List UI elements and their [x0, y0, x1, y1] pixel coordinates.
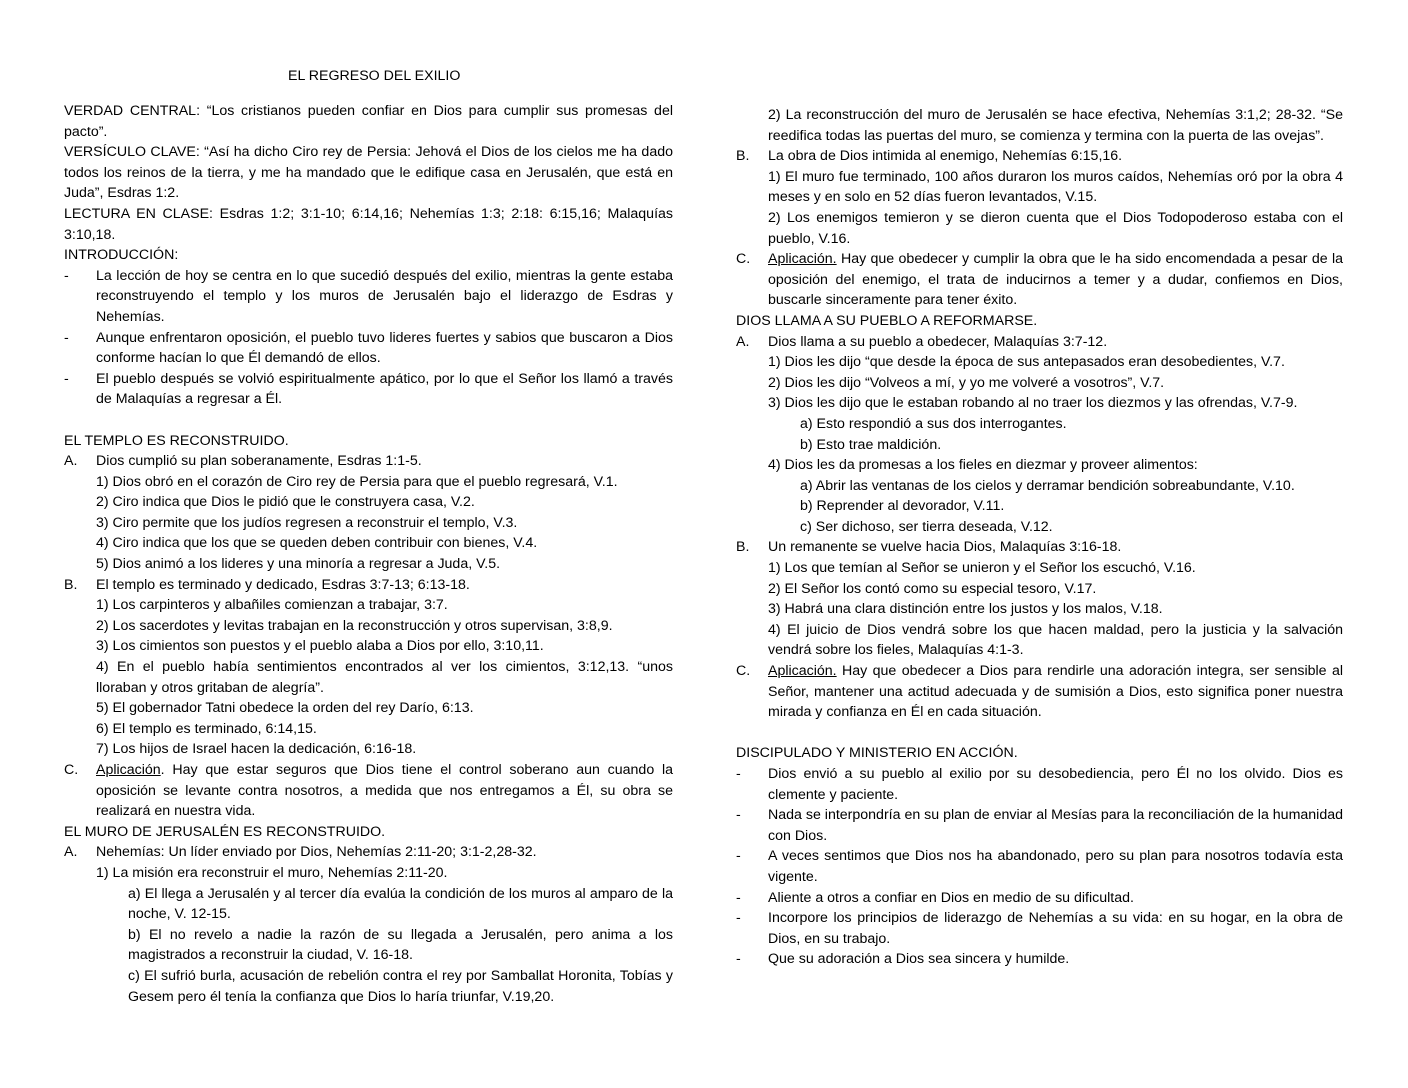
muro-heading: EL MURO DE JERUSALÉN ES RECONSTRUIDO. [64, 823, 386, 840]
list-item: - A veces sentimos que Dios nos ha abandonado, pero su plan para nosotros todavía esta vigente. [736, 846, 1343, 887]
list-item: 3) Dios les dijo que le estaban robando al no traer los diezmos y las ofrendas, V.7-9. [768, 395, 1298, 412]
list-item: 3) Ciro permite que los judíos regresen a reconstruir el templo, V.3. [96, 514, 518, 531]
sub-item: c) Ser dichoso, ser tierra deseada, V.12. [800, 518, 1053, 535]
list-item: - El pueblo después se volvió espiritualmente apático, por lo que el Señor los llamó a través de Malaquías a regresar a Él. [64, 369, 673, 410]
list-item: 1) Los carpinteros y albañiles comienzan a trabajar, 3:7. [96, 597, 448, 614]
right-column [736, 105, 1343, 970]
list-item: 6) El templo es terminado, 6:14,15. [96, 720, 317, 737]
section-b: B. La obra de Dios intimida al enemigo, Nehemías 6:15,16. [736, 148, 1123, 165]
lectura-en-clase: LECTURA EN CLASE: Esdras 1:2; 3:1-10; 6:14,16; Nehemías 1:3; 2:18: 6:15,16; Malaquías 3:10,18. [64, 205, 673, 243]
list-item: 2) Ciro indica que Dios le pidió que le construyera casa, V.2. [96, 494, 475, 511]
discipulado-bullet: Que su adoración a Dios sea sincera y humilde. [768, 951, 1070, 968]
list-item: 1) La misión era reconstruir el muro, Nehemías 2:11-20. [96, 864, 448, 881]
intro-bullet: La lección de hoy se centra en lo que sucedió después del exilio, mientras la gente estaba reconstruyendo el templo y los muros de Jerusalén bajo el liderazgo de Esdras y Nehemías. [96, 267, 673, 325]
list-item: - Aliente a otros a confiar en Dios en medio de su dificultad. [736, 888, 1343, 909]
list-item: 4) El juicio de Dios vendrá sobre los que hacen maldad, pero la justicia y la salvación vendrá sobre los fieles, Malaquías 4:1-3. [768, 621, 1343, 659]
section-b: B. Un remanente se vuelve hacia Dios, Malaquías 3:16-18. [736, 539, 1122, 556]
sub-item: b) Esto trae maldición. [800, 436, 942, 453]
discipulado-bullet: Incorpore los principios de liderazgo de Nehemías a su vida: en su hogar, en la obra de Dios, en su trabajo. [768, 910, 1343, 947]
list-item: - Que su adoración a Dios sea sincera y humilde. [736, 949, 1343, 970]
section-c: C. Aplicación. Hay que estar seguros que Dios tiene el control soberano aun cuando la oposición se levante contra nosotros, a medida que nos entregamos a Él, su obra se realizará en nuestra vida. [64, 762, 673, 820]
intro-heading: INTRODUCCIÓN: [64, 247, 179, 264]
list-item: - La lección de hoy se centra en lo que sucedió después del exilio, mientras la gente estaba reconstruyendo el templo y los muros de Jerusalén bajo el liderazgo de Esdras y Nehemías. [64, 266, 673, 328]
list-item: - Aunque enfrentaron oposición, el pueblo tuvo lideres fuertes y sabios que buscaron a Dios conforme hacían lo que Él demandó de ellos. [64, 328, 673, 369]
sub-item: c) El sufrió burla, acusación de rebelión contra el rey por Samballat Horonita, Tobías y Gesem pero él tenía la confianza que Dios lo haría triunfar, V.19,20. [128, 967, 673, 1005]
verdad-central: VERDAD CENTRAL: “Los cristianos pueden confiar en Dios para cumplir sus promesas del pacto”. [64, 103, 673, 140]
section-a: A. Dios llama a su pueblo a obedecer, Malaquías 3:7-12. [736, 333, 1108, 350]
discipulado-bullet: Aliente a otros a confiar en Dios en medio de su dificultad. [768, 889, 1134, 906]
sub-item: b) El no revelo a nadie la razón de su llegada a Jerusalén, pero anima a los magistrados a reconstruir la ciudad, V. 16-18. [128, 926, 673, 964]
list-item: 7) Los hijos de Israel hacen la dedicación, 6:16-18. [96, 741, 417, 758]
list-item: 2) La reconstrucción del muro de Jerusalén se hace efectiva, Nehemías 3:1,2; 28-32. “Se reedifica todas las puertas del muro, se comienza y termina con la puerta de las ovejas”. [768, 107, 1343, 144]
sub-item: a) Esto respondió a sus dos interrogantes. [800, 415, 1067, 432]
list-item: 5) El gobernador Tatni obedece la orden del rey Darío, 6:13. [96, 700, 474, 717]
versiculo-clave: VERSÍCULO CLAVE: “Así ha dicho Ciro rey de Persia: Jehová el Dios de los cielos me ha dado todos los reinos de la tierra, y me ha mandado que le edifique casa en Jerusalén, que está en Juda”, Esdras 1:2. [64, 144, 673, 202]
aplicacion-label: Aplicación. [768, 663, 837, 680]
list-item: 4) Dios les da promesas a los fieles en diezmar y proveer alimentos: [768, 457, 1198, 474]
list-item: 1) Dios les dijo “que desde la época de sus antepasados eran desobedientes, V.7. [768, 354, 1285, 371]
intro-bullet: Aunque enfrentaron oposición, el pueblo tuvo lideres fuertes y sabios que buscaron a Dios conforme hacían lo que Él demandó de ellos. [96, 329, 673, 367]
section-b: B. El templo es terminado y dedicado, Esdras 3:7-13; 6:13-18. [64, 576, 470, 593]
templo-heading: EL TEMPLO ES RECONSTRUIDO. [64, 432, 289, 449]
discipulado-bullet: Nada se interpondría en su plan de enviar al Mesías para la reconciliación de la humanidad con Dios. [768, 807, 1343, 844]
discipulado-heading: DISCIPULADO Y MINISTERIO EN ACCIÓN. [736, 745, 1018, 762]
section-c: C. Aplicación. Hay que obedecer a Dios para rendirle una adoración integra, ser sensible al Señor, mantener una actitud adecuada y de sumisión a Dios, esto significa poner nuestra mirada y confianza en Él en cada situación. [736, 663, 1343, 721]
sub-item: a) El llega a Jerusalén y al tercer día evalúa la condición de los muros al amparo de la noche, V. 12-15. [128, 885, 673, 923]
list-item: 2) Los enemigos temieron y se dieron cuenta que el Dios Todopoderoso estaba con el pueblo, V.16. [768, 209, 1343, 247]
list-item: 4) Ciro indica que los que se queden deben contribuir con bienes, V.4. [96, 535, 538, 552]
section-a: A. Dios cumplió su plan soberanamente, Esdras 1:1-5. [64, 453, 422, 470]
list-item: 2) Los sacerdotes y levitas trabajan en la reconstrucción y otros supervisan, 3:8,9. [96, 617, 613, 634]
list-item: 3) Habrá una clara distinción entre los justos y los malos, V.18. [768, 601, 1163, 618]
discipulado-bullet: Dios envió a su pueblo al exilio por su desobediencia, pero Él no los olvido. Dios es clemente y paciente. [768, 766, 1343, 803]
list-item: - Nada se interpondría en su plan de enviar al Mesías para la reconciliación de la humanidad con Dios. [736, 805, 1343, 846]
sub-item: b) Reprender al devorador, V.11. [800, 498, 1005, 515]
list-item: 1) El muro fue terminado, 100 años duraron los muros caídos, Nehemías oró por la obra 4 meses y en solo en 52 días fueron levantados, V.15. [768, 168, 1343, 206]
aplicacion-text: . Hay que estar seguros que Dios tiene el control soberano aun cuando la oposición se levante contra nosotros, a medida que nos entregamos a Él, su obra se realizará en nuestra vida. [96, 762, 673, 820]
list-item: 1) Los que temían al Señor se unieron y el Señor los escuchó, V.16. [768, 560, 1196, 577]
list-item: 3) Los cimientos son puestos y el pueblo alaba a Dios por ello, 3:10,11. [96, 638, 544, 655]
aplicacion-text: Hay que obedecer a Dios para rendirle una adoración integra, ser sensible al Señor, mantener una actitud adecuada y de sumisión a Dios, esto significa poner nuestra mirada y confianza en Él en cada situación. [768, 663, 1343, 721]
sub-item: a) Abrir las ventanas de los cielos y derramar bendición sobreabundante, V.10. [800, 477, 1295, 494]
left-column [64, 101, 673, 1007]
list-item: 2) El Señor los contó como su especial tesoro, V.17. [768, 580, 1097, 597]
list-item: - Dios envió a su pueblo al exilio por su desobediencia, pero Él no los olvido. Dios es clemente y paciente. [736, 764, 1343, 805]
intro-bullet: El pueblo después se volvió espiritualmente apático, por lo que el Señor los llamó a través de Malaquías a regresar a Él. [96, 370, 673, 408]
aplicacion-text: Hay que obedecer y cumplir la obra que le ha sido encomendada a pesar de la oposición del enemigo, el trata de inducirnos a temer y a dudar, confiemos en Dios, buscarle sinceramente para tener éxito. [768, 251, 1343, 309]
aplicacion-label: Aplicación. [768, 251, 837, 268]
reformarse-heading: DIOS LLAMA A SU PUEBLO A REFORMARSE. [736, 312, 1038, 329]
list-item: - Incorpore los principios de liderazgo de Nehemías a su vida: en su hogar, en la obra de Dios, en su trabajo. [736, 908, 1343, 949]
discipulado-bullet: A veces sentimos que Dios nos ha abandonado, pero su plan para nosotros todavía esta vigente. [768, 848, 1343, 885]
list-item: 1) Dios obró en el corazón de Ciro rey de Persia para que el pueblo regresará, V.1. [96, 473, 618, 490]
list-item: 4) En el pueblo había sentimientos encontrados al ver los cimientos, 3:12,13. “unos lloraban y otros gritaban de alegría”. [96, 659, 673, 696]
list-item: 2) Dios les dijo “Volveos a mí, y yo me volveré a vosotros”, V.7. [768, 374, 1165, 391]
section-c: C. Aplicación. Hay que obedecer y cumplir la obra que le ha sido encomendada a pesar de la oposición del enemigo, el trata de inducirnos a temer y a dudar, confiemos en Dios, buscarle sinceramente para tener éxito. [736, 251, 1343, 309]
aplicacion-label: Aplicación [96, 762, 161, 778]
section-a: A. Nehemías: Un líder enviado por Dios, Nehemías 2:11-20; 3:1-2,28-32. [64, 844, 537, 861]
list-item: 5) Dios animó a los lideres y una minoría a regresar a Juda, V.5. [96, 556, 501, 573]
page-title: EL REGRESO DEL EXILIO [288, 68, 461, 84]
